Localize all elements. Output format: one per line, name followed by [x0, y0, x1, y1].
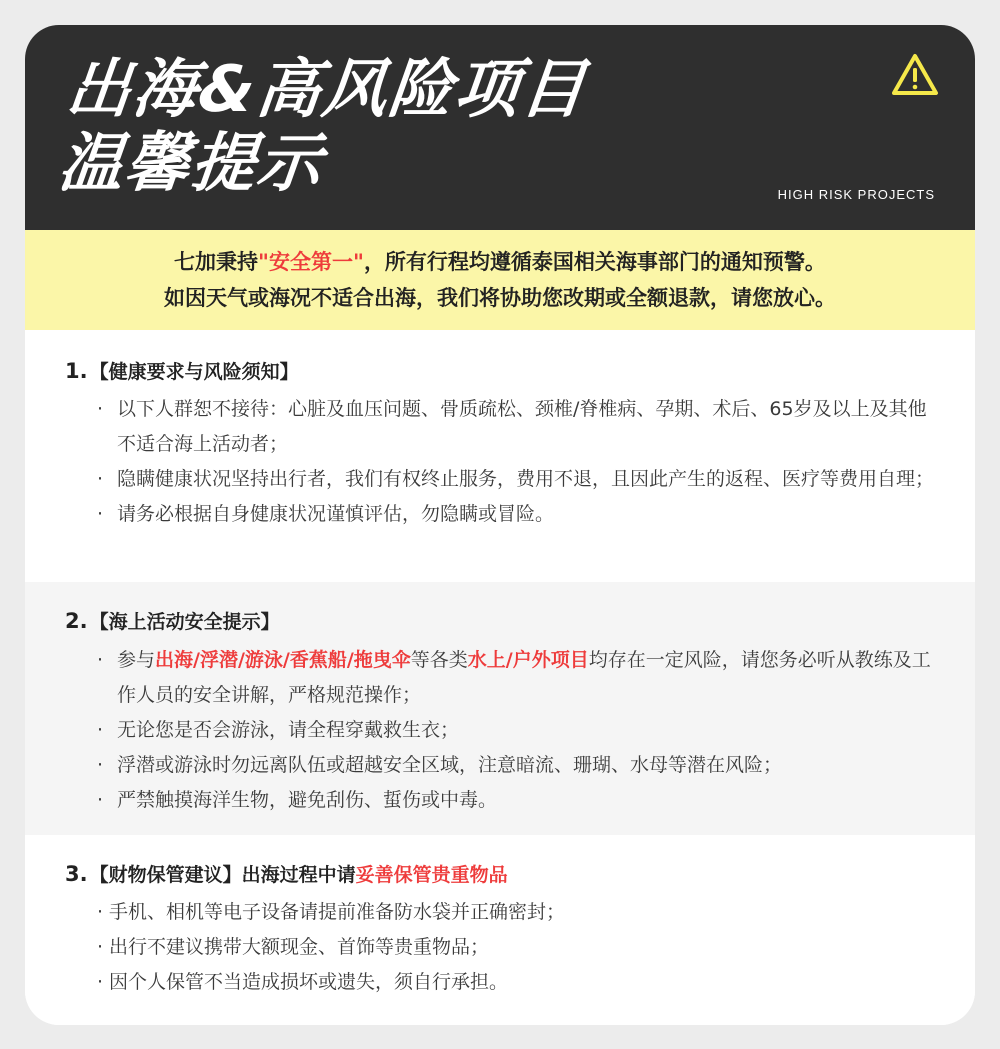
section-number: 1.	[65, 359, 88, 383]
bullet-list	[97, 392, 945, 532]
section-health	[25, 330, 975, 582]
page-title	[55, 53, 590, 201]
bullet-list	[97, 643, 945, 818]
bullet-dot: ·	[97, 754, 104, 776]
list-item-text: 因个人保管不当造成损坏或遗失，须自行承担。	[109, 971, 509, 993]
section-number: 2.	[65, 609, 88, 633]
list-item	[97, 497, 945, 532]
notice-line-1	[25, 244, 975, 280]
section-title	[65, 860, 508, 887]
list-item	[97, 748, 945, 783]
list-item-text: 出行不建议携带大额现金、首饰等贵重物品；	[109, 936, 490, 958]
list-item	[97, 895, 945, 930]
bullet-dot: ·	[97, 971, 104, 993]
list-item	[97, 713, 945, 748]
notice-text: ，所有行程均遵循泰国相关海事部门的通知预警。	[363, 250, 826, 274]
list-item-text: 参与	[117, 649, 156, 671]
bullet-dot: ·	[97, 936, 104, 958]
section-number: 3.	[65, 862, 88, 886]
list-item-text: 浮潜或游泳时勿远离队伍或超越安全区域，注意暗流、珊瑚、水母等潜在风险；	[117, 754, 783, 776]
bullet-dot: ·	[97, 398, 104, 420]
section-heading: 【海上活动安全提示】	[89, 611, 280, 633]
project-highlight: 水上/户外项目	[467, 649, 589, 671]
list-item	[97, 783, 945, 818]
bullet-dot: ·	[97, 468, 104, 490]
bullet-dot: ·	[97, 901, 104, 923]
section-heading-highlight: 妥善保管贵重物品	[355, 864, 508, 886]
section-water-safety	[25, 582, 975, 835]
list-item-text: 无论您是否会游泳，请全程穿戴救生衣；	[117, 719, 460, 741]
section-title	[65, 607, 280, 634]
list-item-text: 隐瞒健康状况坚持出行者，我们有权终止服务，费用不退，且因此产生的返程、医疗等费用自理；	[117, 468, 935, 490]
title-line-1: 出海&高风险项目	[63, 53, 591, 127]
notice-text: 七加秉持	[174, 250, 259, 274]
list-item	[97, 643, 945, 713]
section-title	[65, 357, 299, 384]
bullet-dot: ·	[97, 719, 104, 741]
bullet-dot: ·	[97, 789, 104, 811]
notice-line-2: 如因天气或海况不适合出海，我们将协助您改期或全额退款，请您放心。	[164, 286, 836, 310]
title-line-2: 温馨提示	[55, 127, 327, 201]
list-item	[97, 930, 945, 965]
activity-highlight: 出海/浮潜/游泳/香蕉船/拖曳伞	[155, 649, 411, 671]
list-item	[97, 965, 945, 1000]
notice-highlight: "安全第一"	[258, 250, 364, 274]
list-item-text: 请务必根据自身健康状况谨慎评估，勿隐瞒或冒险。	[117, 503, 555, 525]
header-subtitle: HIGH RISK PROJECTS	[777, 187, 935, 202]
section-valuables	[25, 835, 975, 1025]
list-item	[97, 462, 945, 497]
section-heading: 【财物保管建议】出海过程中请	[89, 864, 356, 886]
warning-triangle-icon	[891, 53, 939, 97]
list-item-text: 以下人群恕不接待：心脏及血压问题、骨质疏松、颈椎/脊椎病、孕期、术后、65岁及以上及其他不适合海上活动者；	[117, 398, 927, 455]
bullet-dot: ·	[97, 649, 104, 671]
safety-notice	[25, 230, 975, 330]
list-item-text: 严禁触摸海洋生物，避免刮伤、蜇伤或中毒。	[117, 789, 498, 811]
bullet-list	[97, 895, 945, 1000]
bullet-dot: ·	[97, 503, 104, 525]
list-item-text: 等各类	[410, 649, 468, 671]
list-item-text: 手机、相机等电子设备请提前准备防水袋并正确密封；	[109, 901, 566, 923]
list-item	[97, 392, 945, 462]
notice-card	[25, 25, 975, 1025]
header-banner	[25, 25, 975, 230]
section-heading: 【健康要求与风险须知】	[89, 361, 299, 383]
list-item-text: 均存在一定风险，请您务必听从教练及工作人员的安全讲解，严格规范操作；	[117, 649, 931, 706]
